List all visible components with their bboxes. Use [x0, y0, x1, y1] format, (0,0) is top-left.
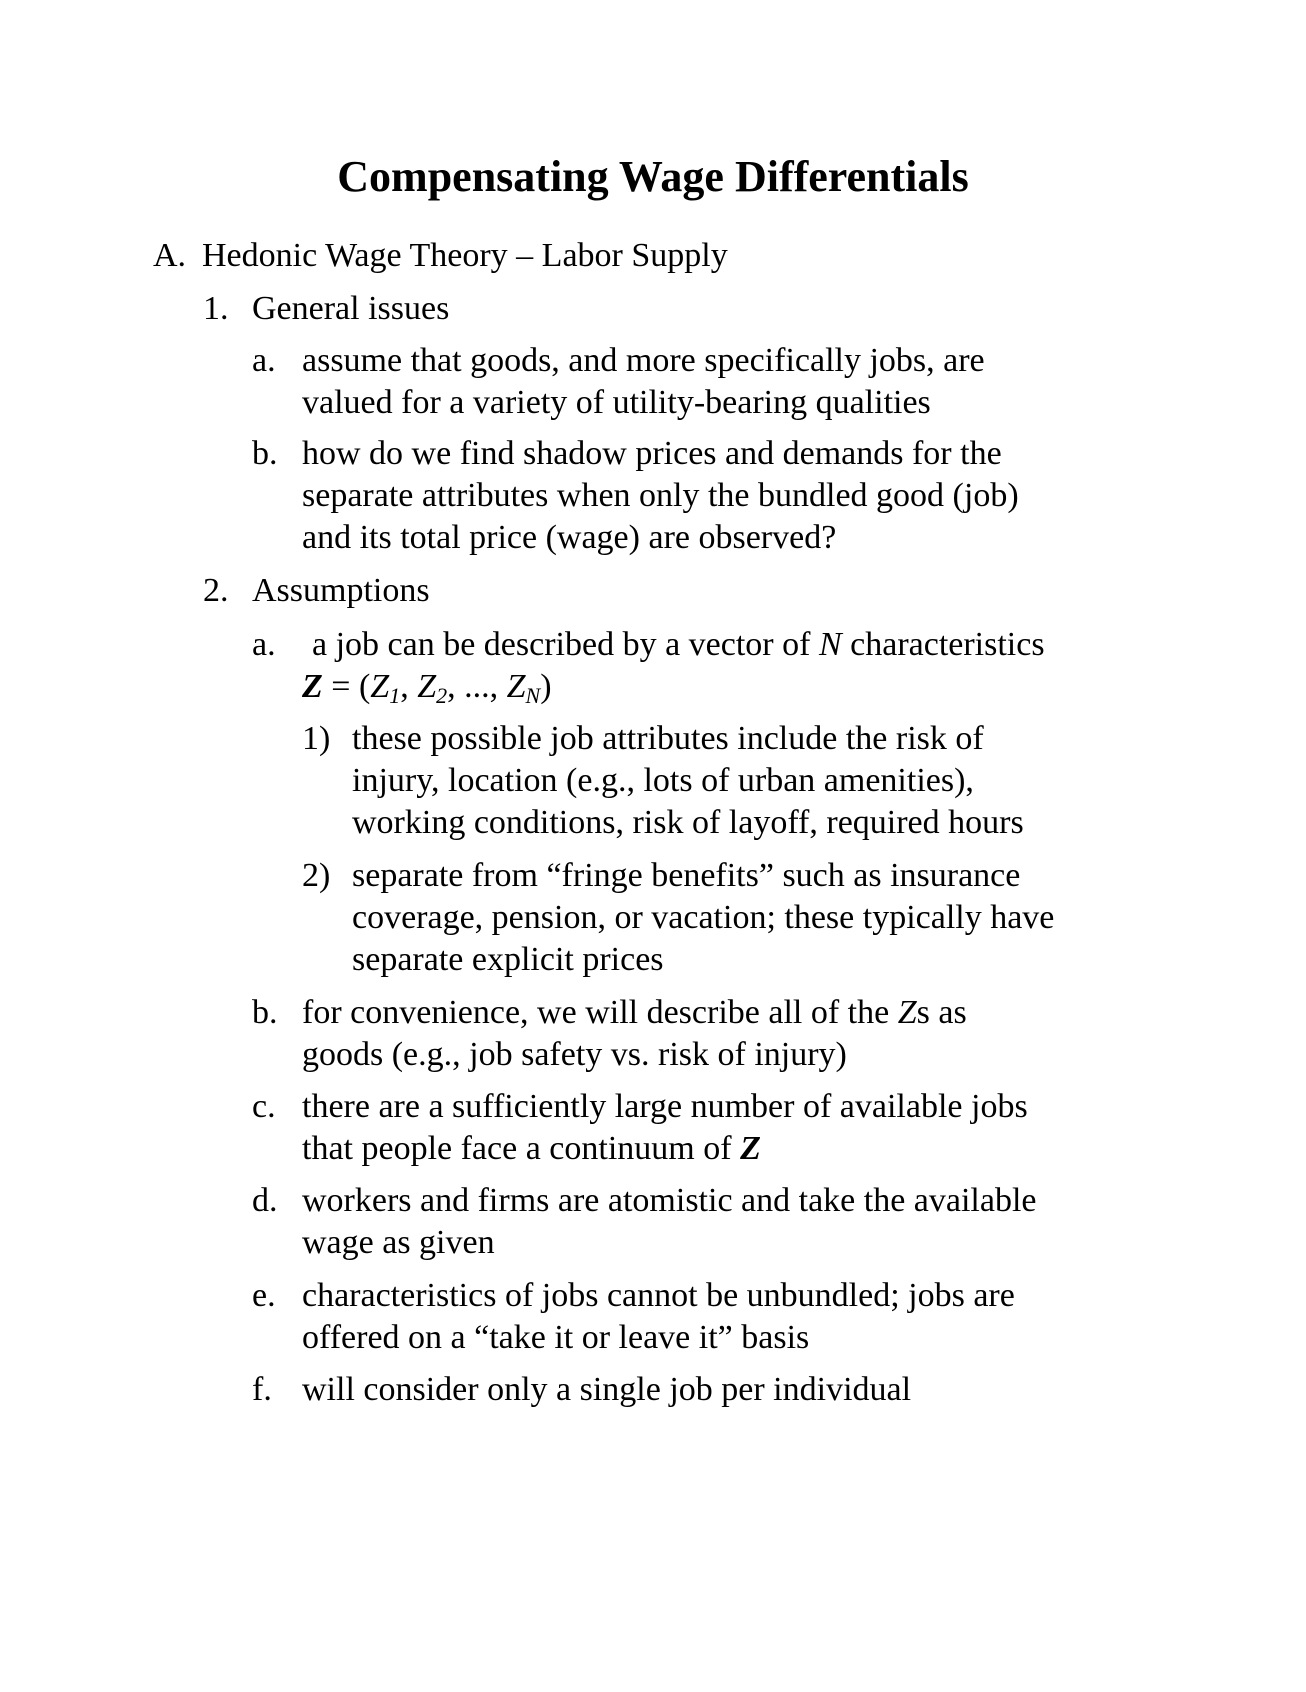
- item-2c-line: there are a sufficiently large number of available jobs: [302, 1088, 1028, 1125]
- item-2a2-label: 2): [302, 857, 331, 894]
- item-1a-line: valued for a variety of utility-bearing qualities: [302, 384, 931, 421]
- item-2a2-line: separate explicit prices: [352, 941, 664, 978]
- item-1b-line: how do we find shadow prices and demands for the: [302, 435, 1002, 472]
- item-1b-line: and its total price (wage) are observed?: [302, 519, 837, 556]
- item-2a1-line: working conditions, risk of layoff, required hours: [352, 804, 1024, 841]
- item-2a1-line: these possible job attributes include the risk of: [352, 720, 984, 757]
- item-2e-label: e.: [252, 1277, 276, 1314]
- item-2-label: 2.: [203, 572, 229, 609]
- item-2a1-label: 1): [302, 720, 331, 757]
- section-a-label: A.: [153, 237, 187, 274]
- vector-z-equation: $Z = (Z_1$, $Z_2$, ..., $Z_N$): [302, 668, 552, 708]
- item-2c-label: c.: [252, 1088, 276, 1125]
- item-2b-label: b.: [252, 994, 278, 1031]
- item-2a-label: a.: [252, 626, 276, 663]
- item-2a-line: a job can be described by a vector of N characteristics: [312, 626, 1045, 663]
- item-1b-label: b.: [252, 435, 278, 472]
- item-1-label: 1.: [203, 290, 229, 327]
- item-2a2-line: coverage, pension, or vacation; these typically have: [352, 899, 1055, 936]
- item-2b-line: goods (e.g., job safety vs. risk of injury): [302, 1036, 847, 1073]
- item-2f-line: will consider only a single job per individual: [302, 1371, 912, 1408]
- item-2b-line: for convenience, we will describe all of the Zs as: [302, 994, 967, 1031]
- item-1-heading: General issues: [252, 290, 450, 327]
- item-2e-line: offered on a “take it or leave it” basis: [302, 1319, 810, 1356]
- item-2f-label: f.: [252, 1371, 272, 1408]
- item-2e-line: characteristics of jobs cannot be unbundled; jobs are: [302, 1277, 1015, 1314]
- item-2a2-line: separate from “fringe benefits” such as insurance: [352, 857, 1021, 894]
- item-2d-line: workers and firms are atomistic and take the available: [302, 1182, 1037, 1219]
- item-1a-label: a.: [252, 342, 276, 379]
- item-2c-line: that people face a continuum of Z: [302, 1130, 761, 1167]
- item-1b-line: separate attributes when only the bundled good (job): [302, 477, 1019, 514]
- item-2a1-line: injury, location (e.g., lots of urban amenities),: [352, 762, 974, 799]
- page-title: Compensating Wage Differentials: [337, 152, 969, 201]
- item-1a-line: assume that goods, and more specifically jobs, are: [302, 342, 985, 379]
- item-2-heading: Assumptions: [252, 572, 430, 609]
- item-2d-line: wage as given: [302, 1224, 495, 1261]
- item-2d-label: d.: [252, 1182, 278, 1219]
- section-a-heading: Hedonic Wage Theory – Labor Supply: [202, 237, 728, 274]
